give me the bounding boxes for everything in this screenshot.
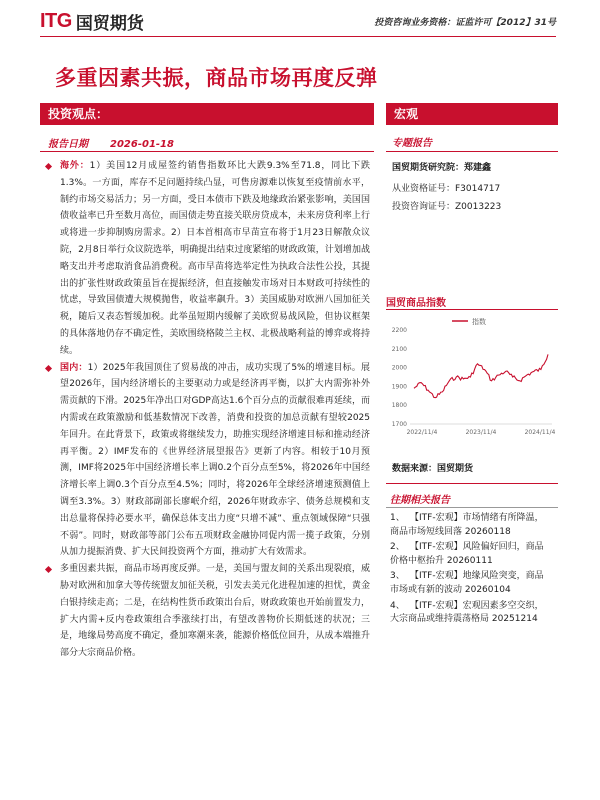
paragraph-tag: 海外： xyxy=(60,161,90,171)
header-divider xyxy=(40,36,556,37)
viewpoint-section-header: 投资观点： xyxy=(40,103,374,125)
paragraph-overseas xyxy=(44,158,370,360)
practice-license: 从业资格证号：F3014717 xyxy=(392,184,501,194)
chart-section-title: 国贸商品指数 xyxy=(386,298,446,309)
commodity-index-chart xyxy=(386,312,558,446)
y-tick-label: 2200 xyxy=(391,327,407,334)
related-report-number: 4、 xyxy=(390,600,405,611)
left-divider xyxy=(40,151,374,152)
y-tick-label: 1800 xyxy=(391,402,407,410)
chart-divider xyxy=(386,309,558,310)
related-report-item[interactable] xyxy=(390,570,552,597)
bullet-diamond-icon xyxy=(45,566,52,573)
paragraph-text: 1）2025年我国顶住了贸易战的冲击，成功实现了5%的增速目标。展望2026年，国内经济增长的主要驱动力或是经济再平衡，以扩大内需弥补外需贡献的下滑。2025年净出口对GDP高达1.6个百分点的贡献很难再延续，而内需或在政策激励和低基数情况下改善，消费和投资的加总贡献有望较2025年回升。在此背景下，政策或将继续发力，助推实现经济增速目标和推动经济再平衡。2）IMF发布的《世界经济展望报告》更新了内容。相较于10月预测，IMF将2025年中国经济增长率上调0.2个百分点至5%，将2026年中国经济增长率上调0.3个百分点至4.5%；同时，将2026年全球经济增速预测值上调至3.3%。3）财政部副部长廖岷介绍，2026年财政赤字、债务总规模和支出总量将保持必要水平，确保总体支出力度“只增不减”、重点领域保障“只强不弱”。同时，财政部等部门公布五项财政金融协同促内需一揽子政策，分别从加力提振消费、扩大民间投资两个方面，推动扩大有效需求。 xyxy=(60,362,370,558)
report-type: 专题报告 xyxy=(392,138,432,149)
report-headline: 多重因素共振，商品市场再度反弹 xyxy=(55,66,378,90)
related-report-number: 2、 xyxy=(390,542,405,553)
qualification-text: 投资咨询业务资格：证监许可【2012】31号 xyxy=(374,18,556,28)
legend-label: 指数 xyxy=(472,318,486,326)
x-tick-label: 2024/11/4 xyxy=(524,429,556,436)
bullet-diamond-icon xyxy=(45,163,52,170)
related-report-text: 【ITF-宏观】风险偏好回归，商品价格中枢抬升 20260111 xyxy=(390,542,544,566)
paragraph-summary xyxy=(44,561,370,662)
company-logo xyxy=(40,9,180,33)
logo-mark: ITG xyxy=(40,9,72,32)
related-report-number: 1、 xyxy=(390,513,405,523)
paragraph-domestic xyxy=(44,360,370,562)
y-tick-label: 2100 xyxy=(391,345,407,353)
related-reports-list xyxy=(390,512,552,629)
related-reports-title: 往期相关报告 xyxy=(390,495,450,506)
related-report-item[interactable] xyxy=(390,600,552,627)
viewpoint-body xyxy=(44,158,370,662)
source-divider xyxy=(386,483,558,484)
report-date-value: 2026-01-18 xyxy=(110,139,174,150)
logo-name: 国贸期货 xyxy=(75,13,144,34)
chart-background xyxy=(386,312,558,446)
related-report-text: 【ITF-宏观】地缘风险突变，商品市场或有新的波动 20260104 xyxy=(390,571,544,595)
related-report-number: 3、 xyxy=(390,571,405,582)
related-report-item[interactable] xyxy=(390,541,552,568)
y-tick-label: 2000 xyxy=(391,364,407,372)
paragraph-tag: 国内： xyxy=(60,362,88,373)
x-tick-label: 2023/11/4 xyxy=(465,429,497,436)
y-tick-label: 1900 xyxy=(391,383,407,391)
report-date xyxy=(48,135,174,150)
related-divider xyxy=(386,507,558,508)
x-axis xyxy=(407,429,556,436)
bullet-diamond-icon xyxy=(45,365,52,372)
related-report-text: 【ITF-宏观】市场情绪有所降温，商品市场短线回落 20260118 xyxy=(390,513,544,537)
consulting-license: 投资咨询证号：Z0013223 xyxy=(392,202,502,212)
paragraph-text: 1）美国12月成屋签约销售指数环比大跌9.3%至71.8，同比下跌1.3%。一方面，库存不足问题持续凸显，可售房源难以恢复至疫情前水平，制约市场交易活力；另一方面，受日本债市下跌及地缘政治紧张影响，美国国债收益率已升至数月高位，而国债走势直接关联房贷成本，未来房贷利率上行或将进一步抑制购房需求。2）日本首相高市早苗宣布将于1月23日解散众议院，2月8日举行众议院选举，明确提出结束过度紧缩的财政政策，计划增加战略支出并考虑取消食品消费税。高市早苗将选举定性为执政合法性公投，其提出的扩张性财政政策虽旨在提振经济，但直接触发市场对日本财政可持续性的忧虑，导致国债遭大规模抛售，收益率飙升。3）美国威胁对欧洲八国加征关税，随后又表态暂缓加税。此举虽短期内缓解了美欧贸易战风险，但协议框架的具体落地仍存不确定性，美欧围绕格陵兰主权、北极战略利益的博弈或将持续。 xyxy=(60,161,370,356)
macro-section-header: 宏观 xyxy=(386,103,558,125)
related-report-item[interactable] xyxy=(390,512,552,539)
report-date-label: 报告日期 xyxy=(48,139,88,150)
analyst-name: 国贸期货研究院：郑建鑫 xyxy=(392,163,492,173)
paragraph-text: 多重因素共振，商品市场再度反弹。一是，美国与盟友间的关系出现裂痕，威胁对欧洲和加拿大等传统盟友加征关税，引发去美元化进程加速的担忧，黄金白银持续走高；二是，在结构性货币政策出台后，财政政策也开始前置发力，扩大内需+反内卷政策组合季涨续打出，有望改善物价长期低迷的状况；三是，地缘局势高度不确定，叠加寒潮来袭，能源价格低位回升，从成本端推升部分大宗商品价格。 xyxy=(60,564,370,659)
related-report-text: 【ITF-宏观】宏观因素多空交织，大宗商品或维持震荡格局 20251214 xyxy=(390,600,544,625)
y-tick-label: 1700 xyxy=(391,421,407,428)
x-tick-label: 2022/11/4 xyxy=(406,429,438,436)
data-source: 数据来源：国贸期货 xyxy=(392,464,474,474)
right-divider xyxy=(386,151,558,152)
